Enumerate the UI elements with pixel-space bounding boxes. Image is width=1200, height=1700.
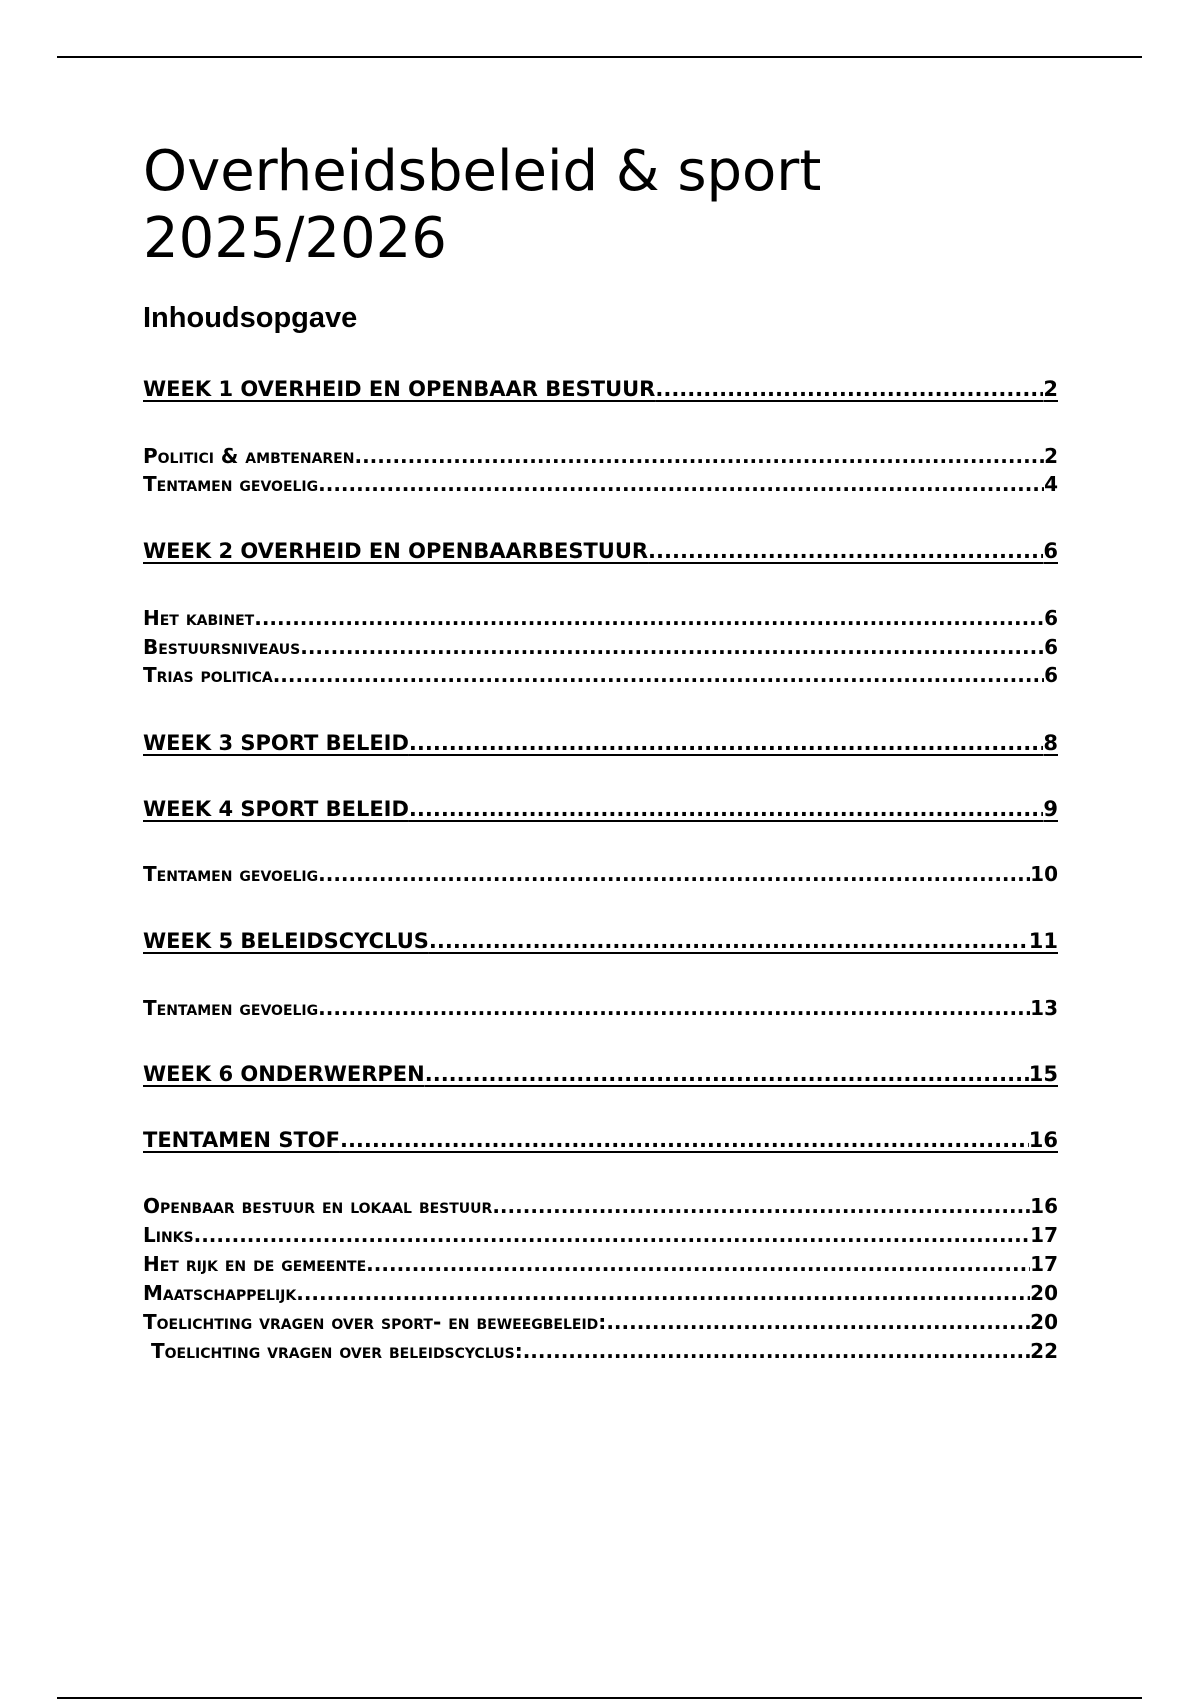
toc-entry-label: Het kabinet [143,606,255,630]
dot-leader [425,1061,1029,1087]
toc-entry-label: Bestuursniveaus [143,635,301,659]
toc-page-number: 6 [1044,663,1058,687]
toc-entry-label: Trias politica [143,663,273,687]
toc-entry-week-2[interactable] [143,538,1058,564]
toc-entry-rijk-gemeente[interactable] [143,1251,1058,1277]
toc-page-number: 15 [1028,1062,1058,1086]
toc-page-number: 17 [1030,1252,1058,1276]
dot-leader [655,376,1043,402]
dot-leader [606,1309,1030,1335]
toc-entry-toelichting-sport-beweegbeleid[interactable] [143,1309,1058,1335]
dot-leader [354,443,1044,469]
toc-entry-week-5[interactable] [143,928,1058,954]
toc-entry-week-4[interactable] [143,796,1058,822]
toc-entry-label: Tentamen gevoelig [143,472,319,496]
toc-entry-label: WEEK 1 OVERHEID EN OPENBAAR BESTUUR [143,377,656,401]
toc-entry-trias-politica[interactable] [143,662,1058,688]
toc-entry-label: WEEK 4 SPORT BELEID [143,797,409,821]
toc-entry-openbaar-lokaal-bestuur[interactable] [143,1193,1058,1219]
toc-entry-toelichting-beleidscyclus[interactable] [143,1338,1058,1364]
toc-page-number: 2 [1044,444,1058,468]
toc-entry-bestuursniveaus[interactable] [143,634,1058,660]
dot-leader [340,1127,1029,1153]
toc-page-number: 8 [1043,731,1058,755]
toc-page-number: 9 [1043,797,1058,821]
toc-page-number: 22 [1030,1339,1058,1363]
dot-leader [300,634,1044,660]
bottom-rule [57,1697,1142,1699]
toc-entry-tentamen-gevoelig[interactable] [143,471,1058,497]
toc-entry-label: Maatschappelijk [143,1281,297,1305]
dot-leader [318,471,1044,497]
dot-leader [254,605,1044,631]
toc-page-number: 16 [1028,1128,1058,1152]
dot-leader [194,1222,1031,1248]
toc-entry-label: Het rijk en de gemeente [143,1252,367,1276]
toc-entry-het-kabinet[interactable] [143,605,1058,631]
dot-leader [318,995,1030,1021]
toc-heading: Inhoudsopgave [143,302,358,334]
toc-entry-label: TENTAMEN STOF [143,1128,340,1152]
toc-entry-tentamen-gevoelig-3[interactable] [143,995,1058,1021]
toc-entry-label: Tentamen gevoelig [143,996,319,1020]
dot-leader [492,1193,1030,1219]
toc-entry-tentamen-gevoelig-2[interactable] [143,861,1058,887]
toc-entry-label: WEEK 5 BELEIDSCYCLUS [143,929,429,953]
toc-entry-links[interactable] [143,1222,1058,1248]
toc-entry-label: WEEK 6 ONDERWERPEN [143,1062,425,1086]
toc-page-number: 16 [1030,1194,1058,1218]
toc-page-number: 20 [1030,1281,1058,1305]
toc-page-number: 6 [1043,539,1058,563]
dot-leader [409,796,1043,822]
dot-leader [273,662,1044,688]
page-title-line-1: Overheidsbeleid & sport [143,139,822,204]
toc-entry-label: Links [143,1223,194,1247]
toc-entry-label: Openbaar bestuur en lokaal bestuur [143,1194,493,1218]
page-title [143,138,1043,272]
toc-entry-label: Tentamen gevoelig [143,862,319,886]
toc-page-number: 6 [1044,606,1058,630]
dot-leader [296,1280,1030,1306]
page-title-line-2: 2025/2026 [143,206,447,271]
toc-entry-tentamen-stof[interactable] [143,1127,1058,1153]
toc-page-number: 11 [1028,929,1058,953]
toc-entry-label: Politici & ambtenaren [143,444,355,468]
toc-page-number: 4 [1044,472,1058,496]
toc-entry-label: WEEK 2 OVERHEID EN OPENBAARBESTUUR [143,539,649,563]
toc-page-number: 10 [1030,862,1058,886]
dot-leader [429,928,1029,954]
toc-entry-week-1[interactable] [143,376,1058,402]
toc-entry-politici-ambtenaren[interactable] [143,443,1058,469]
top-rule [57,56,1142,58]
toc-entry-label: Toelichting vragen over sport- en beweegbeleid: [143,1310,607,1334]
toc-page-number: 2 [1043,377,1058,401]
toc-entry-maatschappelijk[interactable] [143,1280,1058,1306]
toc-page-number: 6 [1044,635,1058,659]
toc-entry-week-3[interactable] [143,730,1058,756]
dot-leader [648,538,1043,564]
toc-entry-label: WEEK 3 SPORT BELEID [143,731,409,755]
toc-page-number: 20 [1030,1310,1058,1334]
toc-page-number: 17 [1030,1223,1058,1247]
dot-leader [409,730,1043,756]
dot-leader [366,1251,1030,1277]
toc-page-number: 13 [1030,996,1058,1020]
dot-leader [523,1338,1030,1364]
toc-entry-week-6[interactable] [143,1061,1058,1087]
toc-entry-label: Toelichting vragen over beleidscyclus: [151,1339,523,1363]
dot-leader [318,861,1030,887]
